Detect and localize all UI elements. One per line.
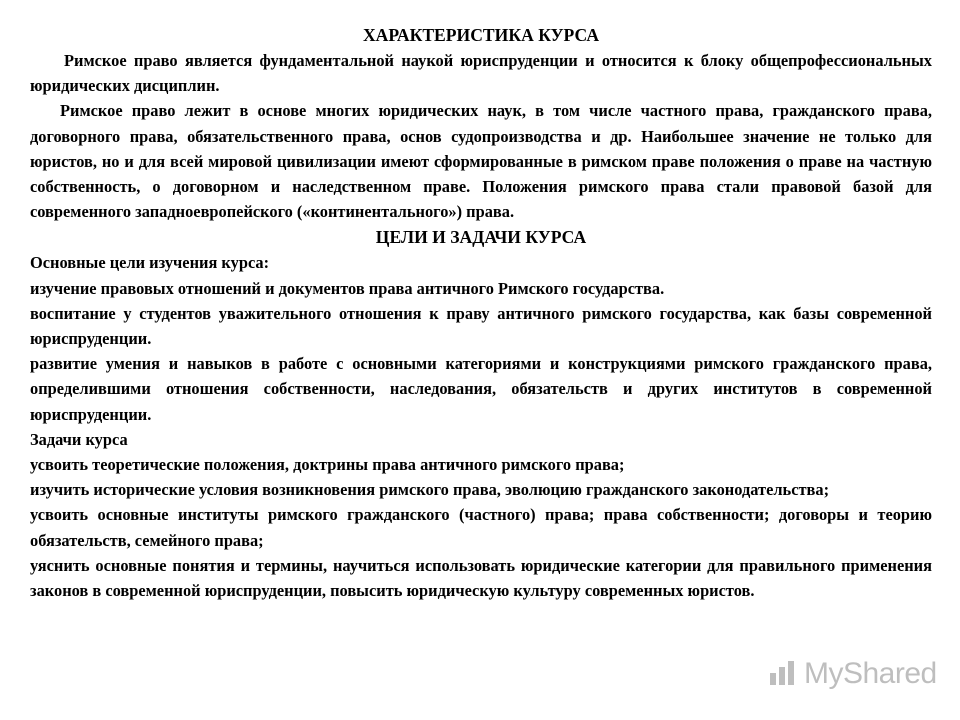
tasks-title: Задачи курса [30, 429, 128, 449]
paragraph-intro: Римское право является фундаментальной наукой юриспруденции и относится к блоку общепрофессиональных юридических дисциплин. [30, 51, 932, 96]
task-item: изучить исторические условия возникновения римского права, эволюцию гражданского законодательства; [30, 480, 830, 500]
course-characteristics-heading: ХАРАКТЕРИСТИКА КУРСА [362, 25, 600, 45]
goal-item: изучение правовых отношений и документов права античного Римского государства. [30, 278, 665, 298]
document-page [30, 22, 932, 603]
paragraph-foundation: Римское право лежит в основе многих юридических наук, в том числе частного права, гражданского права, договорного права, обязательственного права, основ судопроизводства и др. Наибольшее значение не только для юристов, но и для всей мировой цивилизации имеют сформированные в римском праве положения о праве на частную собственность, о договорном и наследственном праве. Положения римского права стали правовой базой для современного западноевропейского («континентального») права. [30, 101, 932, 222]
task-item: усвоить основные институты римского гражданского (частного) права; права собственности; договоры и теорию обязательств, семейного права; [30, 505, 932, 550]
task-item: уяснить основные понятия и термины, научиться использовать юридические категории для правильного применения законов в современной юриспруденции, повысить юридическую культуру современных юристов. [30, 555, 932, 601]
goals-title: Основные цели изучения курса: [30, 253, 270, 273]
goals-and-tasks-heading: ЦЕЛИ И ЗАДАЧИ КУРСА [375, 227, 587, 248]
watermark-text: MyShared [804, 657, 937, 690]
chart-logo-icon [768, 657, 798, 692]
watermark [768, 657, 937, 691]
goal-item: воспитание у студентов уважительного отношения к праву античного римского государства, как базы современной юриспруденции. [30, 303, 932, 349]
task-item: усвоить теоретические положения, доктрины права античного римского права; [30, 455, 625, 475]
goal-item: развитие умения и навыков в работе с основными категориями и конструкциями римского гражданского права, определившими отношения собственности, наследования, обязательств и других институтов в современной юриспруденции. [30, 354, 932, 424]
